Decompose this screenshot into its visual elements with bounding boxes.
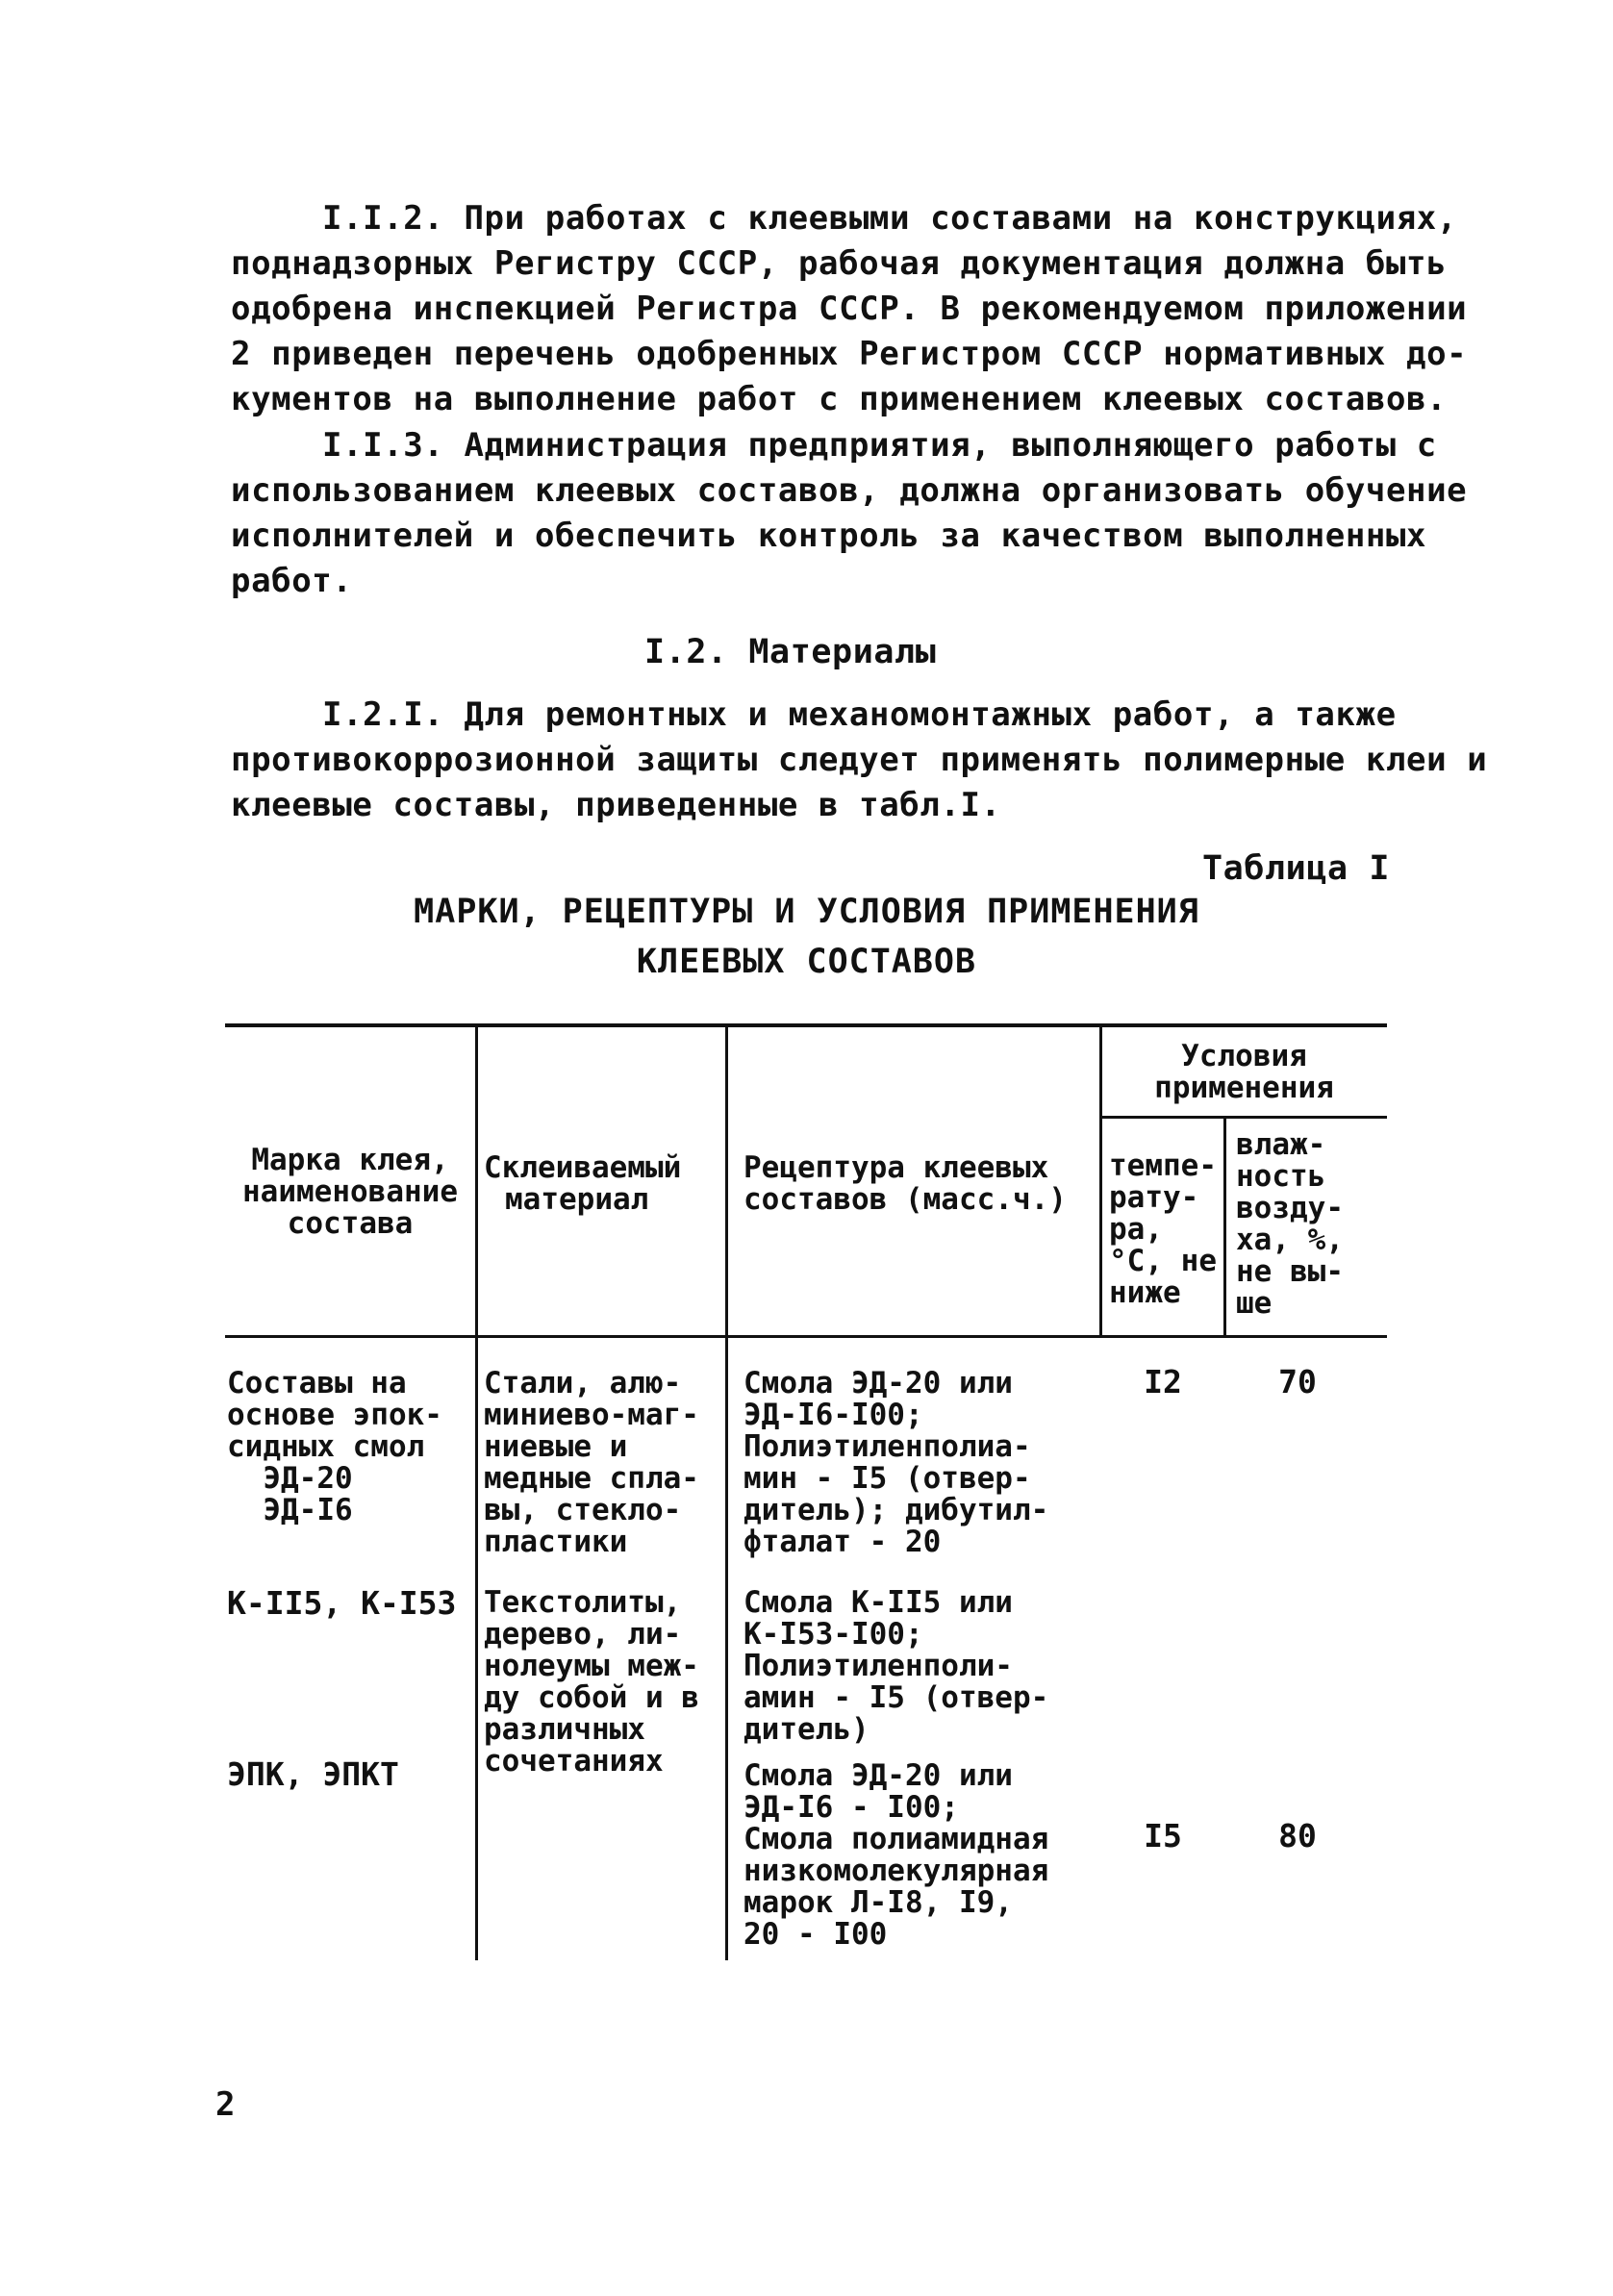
row2-brand xyxy=(227,1584,457,1622)
header-text: рату- xyxy=(1109,1180,1199,1215)
header-humidity xyxy=(1236,1129,1344,1320)
paragraph-1-2-1 xyxy=(231,693,1488,828)
cell-text: Смола К-II5 или xyxy=(743,1585,1013,1620)
cell-text: дитель); дибутил- xyxy=(743,1493,1049,1527)
table-label: Таблица I xyxy=(1202,849,1391,888)
cell-text: мин - I5 (отвер- xyxy=(743,1461,1031,1496)
cell-text: ЭД-20 xyxy=(227,1461,353,1496)
header-text: ха, %, xyxy=(1236,1223,1344,1257)
cell-text: пластики xyxy=(484,1525,628,1559)
cell-text: 20 - I00 xyxy=(743,1917,888,1952)
table-title-line-2: КЛЕЕВЫХ СОСТАВОВ xyxy=(636,943,977,981)
cell-text: ду собой и в xyxy=(484,1680,699,1715)
row2-material xyxy=(484,1587,699,1778)
paragraph-1-1-2 xyxy=(231,196,1468,422)
row1-material xyxy=(484,1368,699,1558)
header-text: темпе- xyxy=(1109,1148,1217,1183)
header-text: ше xyxy=(1236,1286,1273,1321)
header-text: ность xyxy=(1236,1159,1326,1194)
header-text: применения xyxy=(1154,1071,1334,1105)
cell-text: Полиэтиленполиа- xyxy=(743,1429,1031,1464)
text-line: противокоррозионной защиты следует применять полимерные клеи и xyxy=(231,741,1488,779)
row3-recipe xyxy=(743,1760,1048,1951)
cell-text: сочетаниях xyxy=(484,1744,664,1779)
column-divider xyxy=(1223,1118,1226,1337)
text-line: одобрена инспекцией Регистра СССР. В рекомендуемом приложении xyxy=(231,290,1468,328)
text-line: использованием клеевых составов, должна организовать обучение xyxy=(231,471,1468,510)
row3-temperature: I5 xyxy=(1144,1817,1182,1854)
header-recipe xyxy=(743,1152,1067,1216)
header-text: Рецептура клеевых xyxy=(743,1150,1049,1185)
cell-text: Текстолиты, xyxy=(484,1585,682,1620)
conditions-subheader-rule xyxy=(1101,1116,1387,1119)
cell-text: ЭД-I6-I00; xyxy=(743,1398,923,1432)
cell-text: нолеумы меж- xyxy=(484,1649,699,1683)
cell-text: К-II5, К-I53 xyxy=(227,1584,457,1622)
header-text: Марка клея, xyxy=(251,1143,449,1177)
cell-text: ЭД-I6 xyxy=(227,1493,353,1527)
column-divider xyxy=(725,1025,728,1960)
header-bottom-rule xyxy=(225,1335,1387,1338)
header-text: не вы- xyxy=(1236,1254,1344,1289)
header-text: составов (масс.ч.) xyxy=(743,1182,1067,1217)
cell-text: Полиэтиленполи- xyxy=(743,1649,1013,1683)
text-line: исполнителей и обеспечить контроль за качеством выполненных xyxy=(231,517,1427,555)
cell-text: ЭД-I6 - I00; xyxy=(743,1790,959,1825)
header-text: наименование xyxy=(242,1174,458,1209)
row3-humidity: 80 xyxy=(1278,1817,1317,1854)
row1-recipe xyxy=(743,1368,1048,1558)
cell-text: фталат - 20 xyxy=(743,1525,942,1559)
cell-text: марок Л-I8, I9, xyxy=(743,1885,1013,1920)
cell-text: К-I53-I00; xyxy=(743,1617,923,1652)
cell-text: ЭПК, ЭПКТ xyxy=(227,1755,399,1793)
header-text: ра, xyxy=(1109,1212,1163,1247)
cell-text: дерево, ли- xyxy=(484,1617,682,1652)
cell-text: Смола ЭД-20 или xyxy=(743,1366,1013,1400)
row3-brand xyxy=(227,1755,399,1793)
section-heading: I.2. Материалы xyxy=(644,633,937,671)
table-top-rule xyxy=(225,1023,1387,1027)
cell-text: основе эпок- xyxy=(227,1398,442,1432)
cell-text: Смола ЭД-20 или xyxy=(743,1758,1013,1793)
header-text: ниже xyxy=(1109,1275,1181,1310)
header-brand xyxy=(225,1145,475,1240)
row1-brand xyxy=(227,1368,442,1526)
cell-text: различных xyxy=(484,1712,645,1747)
header-material xyxy=(484,1152,681,1216)
text-line: кументов на выполнение работ с применением клеевых составов. xyxy=(231,380,1448,418)
header-text: °С, не xyxy=(1109,1244,1217,1278)
table-title-line-1: МАРКИ, РЕЦЕПТУРЫ И УСЛОВИЯ ПРИМЕНЕНИЯ xyxy=(414,893,1199,931)
header-temperature xyxy=(1109,1150,1217,1309)
header-text: влаж- xyxy=(1236,1127,1326,1162)
cell-text: дитель) xyxy=(743,1712,870,1747)
header-text: возду- xyxy=(1236,1191,1344,1225)
cell-text: Составы на xyxy=(227,1366,407,1400)
text-line: I.2.I. Для ремонтных и механомонтажных работ, а также xyxy=(322,695,1397,734)
cell-text: медные спла- xyxy=(484,1461,699,1496)
cell-text: Смола полиамидная xyxy=(743,1822,1049,1856)
header-conditions xyxy=(1101,1041,1387,1104)
text-line: работ. xyxy=(231,562,353,600)
header-text: состава xyxy=(287,1206,414,1241)
cell-text: амин - I5 (отвер- xyxy=(743,1680,1049,1715)
column-divider xyxy=(475,1025,478,1960)
header-text: материал xyxy=(505,1182,649,1217)
page-number: 2 xyxy=(215,2085,236,2124)
row2-recipe xyxy=(743,1587,1048,1746)
text-line: I.I.3. Администрация предприятия, выполняющего работы с xyxy=(322,426,1437,465)
header-text: Склеиваемый xyxy=(484,1150,682,1185)
row1-temperature: I2 xyxy=(1144,1363,1182,1400)
cell-text: Стали, алю- xyxy=(484,1366,682,1400)
row1-humidity: 70 xyxy=(1278,1363,1317,1400)
paragraph-1-1-3 xyxy=(231,423,1468,604)
cell-text: вы, стекло- xyxy=(484,1493,682,1527)
cell-text: миниево-маг- xyxy=(484,1398,699,1432)
text-line: 2 приведен перечень одобренных Регистром СССР нормативных до- xyxy=(231,335,1468,373)
header-text: Условия xyxy=(1181,1039,1307,1073)
text-line: поднадзорных Регистру СССР, рабочая документация должна быть xyxy=(231,244,1448,283)
text-line: клеевые составы, приведенные в табл.I. xyxy=(231,786,1001,824)
text-line: I.I.2. При работах с клеевыми составами на конструкциях, xyxy=(322,199,1457,238)
cell-text: низкомолекулярная xyxy=(743,1854,1049,1888)
cell-text: сидных смол xyxy=(227,1429,425,1464)
cell-text: ниевые и xyxy=(484,1429,628,1464)
